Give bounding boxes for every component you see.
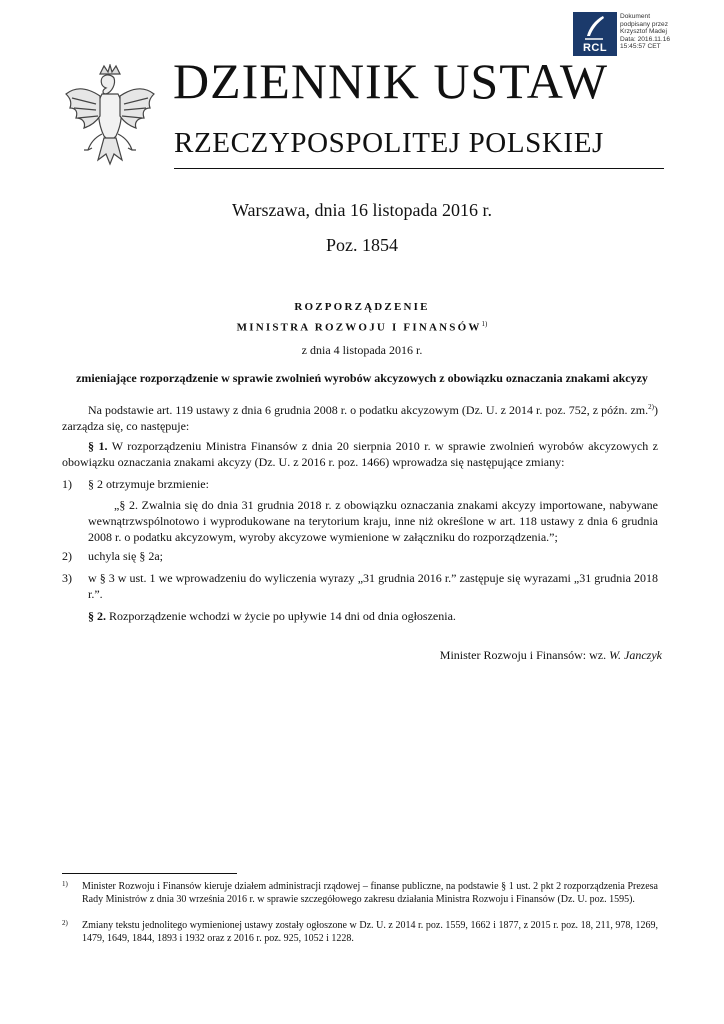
list-item-text: w § 3 w ust. 1 we wprowadzeniu do wyliczenia wyrazy „31 grudnia 2016 r.” zastępuje się wyrazami „31 grudnia 2018 r.”. xyxy=(88,571,658,601)
section-text: Rozporządzenie wchodzi w życie po upływie 14 dni od dnia ogłoszenia. xyxy=(106,609,456,623)
act-subject: zmieniające rozporządzenie w sprawie zwolnień wyrobów akcyzowych z obowiązku oznaczania znakami akcyzy xyxy=(76,371,648,385)
preamble-text: Na podstawie art. 119 ustawy z dnia 6 grudnia 2008 r. o podatku akcyzowym (Dz. U. z 2014 r. poz. 752, z późn. zm. xyxy=(88,403,649,417)
rcl-logo xyxy=(573,12,617,56)
section-label: § 1. xyxy=(88,439,108,453)
stamp-line: podpisany przez xyxy=(620,20,669,28)
quill-icon xyxy=(573,12,617,44)
journal-subtitle: RZECZYPOSPOLITEJ POLSKIEJ xyxy=(174,127,604,159)
list-item-number: 2) xyxy=(62,549,72,563)
list-item-number: 1) xyxy=(62,477,72,491)
act-issuer-text: MINISTRA ROZWOJU I FINANSÓW xyxy=(236,321,482,334)
act-issuer xyxy=(0,320,724,334)
act-date: z dnia 4 listopada 2016 r. xyxy=(301,343,423,357)
rcl-logo-text: RCL xyxy=(582,42,608,54)
eagle-icon xyxy=(62,64,158,172)
list-item-number: 3) xyxy=(62,571,72,585)
section-2 xyxy=(62,608,658,624)
section-1 xyxy=(62,438,658,470)
preamble-text-end: ) zarządza się, co następuje: xyxy=(62,403,658,433)
footnote-ref: 2) xyxy=(648,403,654,411)
act-type: ROZPORZĄDZENIE xyxy=(294,301,430,313)
section-text: W rozporządzeniu Ministra Finansów z dnia 20 sierpnia 2010 r. w sprawie zwolnień wyrobów akcyzowych z obowiązku oznaczania znakami akcyzy (Dz. U. z 2016 r. poz. 1466) wprowadza się następujące zmiany: xyxy=(62,439,658,469)
stamp-line: Data: 2016.11.16 xyxy=(620,35,671,43)
footnote-mark: 1) xyxy=(62,880,68,888)
quoted-provision: „§ 2. Zwalnia się do dnia 31 grudnia 2018 r. z obowiązku oznaczania znakami akcyzy importowane, nabywane wewnątrzwspólnotowo i wyprodukowane na terytorium kraju, inne niż określone w art. 118 ustawy z dnia 6 grudnia 2008 r. o podatku akcyzowym, wyroby akcyzowe wymienione w załączniku do rozporządzenia.”; xyxy=(88,498,658,544)
preamble xyxy=(62,402,658,434)
footnote-divider xyxy=(62,873,237,874)
eagle-emblem xyxy=(62,64,158,172)
header-divider xyxy=(174,168,664,169)
place-date: Warszawa, dnia 16 listopada 2016 r. xyxy=(232,200,492,220)
footnote-text: Minister Rozwoju i Finansów kieruje działem administracji rządowej – finanse publiczne, na podstawie § 1 ust. 2 pkt 2 rozporządzenia Prezesa Rady Ministrów z dnia 30 września 2016 r. w sprawie szczegółowego zakresu działania Ministra Rozwoju i Finansów (Dz. U. poz. 1595). xyxy=(82,881,658,905)
stamp-line: Krzysztof Madej xyxy=(620,28,667,36)
stamp-line: 15:45:57 CET xyxy=(620,43,661,51)
signature-stamp xyxy=(573,12,673,56)
journal-title: DZIENNIK USTAW xyxy=(173,53,609,109)
signature-line xyxy=(440,648,662,663)
footnote-ref: 1) xyxy=(481,320,488,328)
footnote-mark: 2) xyxy=(62,919,68,927)
position-number: Poz. 1854 xyxy=(326,235,398,255)
signer-name: W. Janczyk xyxy=(609,648,662,662)
signer-title: Minister Rozwoju i Finansów: wz. xyxy=(439,648,610,662)
stamp-line: Dokument xyxy=(620,13,651,20)
footnote-text: Zmiany tekstu jednolitego wymienionej ustawy zostały ogłoszone w Dz. U. z 2014 r. poz. 1559, 1662 i 1877, z 2015 r. poz. 18, 211, 978, 1269, 1479, 1649, 1844, 1893 i 1932 oraz z 2016 r. poz. 925, 1052 i 1228. xyxy=(82,920,658,944)
stamp-text xyxy=(620,13,680,51)
list-item-text: § 2 otrzymuje brzmienie: xyxy=(88,477,209,491)
section-label: § 2. xyxy=(88,609,106,623)
list-item-text: uchyla się § 2a; xyxy=(88,549,163,563)
